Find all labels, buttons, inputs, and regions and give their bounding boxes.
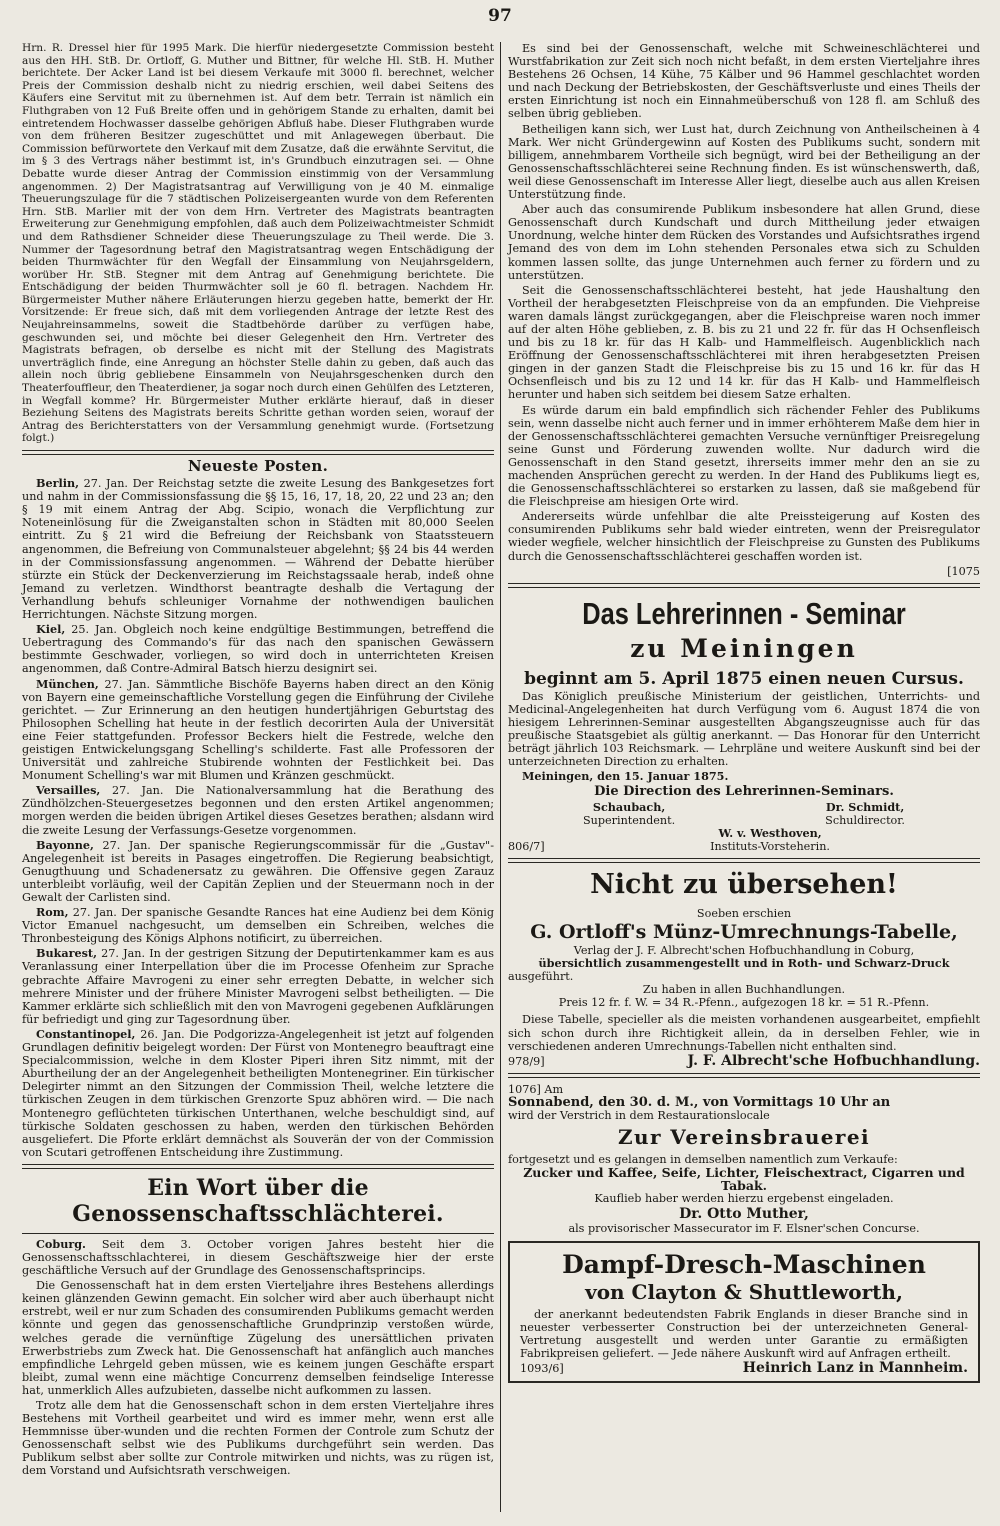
section-rule	[508, 858, 980, 863]
seminar-signatures	[508, 801, 980, 827]
machine-body: der anerkannt bedeutendsten Fabrik Englands in dieser Branche sind in neuester verbesserter Construction bei der unterzeichneten General-Vertretung ausgestellt und werden unter Garantie zu ermäßigten Fabrikpreisen geliefert. — Jede nähere Auskunft wird auf Anfragen ertheilt.	[520, 1307, 968, 1360]
news-place: Berlin,	[36, 476, 79, 491]
news-section-title: Neueste Posten.	[187, 457, 329, 475]
right-column	[508, 42, 980, 1383]
ad-reference: 806/7]	[508, 839, 545, 853]
auction-line-4: fortgesetzt und es gelangen in demselben namentlich zum Verkaufe:	[508, 1153, 898, 1167]
ad-reference: 978/9]	[508, 1054, 545, 1068]
signature-name: W. v. Westhoven,	[718, 825, 822, 840]
notice-body: Diese Tabelle, specieller als die meisten vorhandenen ausgearbeitet, empfiehlt sich schon durch ihre Richtigkeit allein, da in derselben Fehler, wie in verschiedenen anderen Umrechnungs-Tabellen nicht enthalten sind.	[508, 1013, 980, 1053]
news-list	[22, 477, 494, 1159]
notice-availability: Zu haben in allen Buchhandlungen.	[642, 983, 846, 997]
ad-reference: 1093/6]	[520, 1362, 564, 1376]
signature-block	[825, 801, 905, 827]
article-paragraph: Es würde darum ein bald empfindlich sich rächender Fehler des Publikums sein, wenn dasselbe nicht auch ferner und in immer erhöhterem Maße dem hier in der Genossenschaftsschlächterei gemachten Versuche vernünftiger Preisregelung seine Gunst und Förderung zuwenden wollte. Nur dadurch wird die Genossenschaft in den Stand gesetzt, ihrerseits immer mehr den an sie zu machenden Ansprüchen gerecht zu werden. In der Hand des Publikums liegt es, die Genossenschaftsschlächterei so erstarken zu lassen, daß sie maßgebend für die Fleischpreise am hiesigen Orte wird.	[508, 403, 980, 509]
article-title: Ein Wort über die Genossenschaftsschlächterei.	[72, 1174, 444, 1227]
signature-name: Schaubach,	[592, 799, 666, 814]
article-body	[22, 1238, 494, 1478]
machine-maker: von Clayton & Shuttleworth,	[585, 1279, 903, 1304]
news-text: 27. Jan. Die Nationalversammlung hat die Berathung des Zündhölzchen-Steuergesetzes begonnen und den ersten Artikel angenommen; morgen werden die beiden übrigen Artikel dieses Gesetzes berathen; alsdann wird die zweite Lesung der Verfassungs-Gesetze vorgenommen.	[22, 784, 494, 837]
news-place: Rom,	[36, 905, 69, 920]
article-text: Die Genossenschaft hat in dem ersten Vierteljahre ihres Bestehens allerdings keinen glänzenden Gewinn gemacht. Ein solcher wird aber auch überhaupt nicht erstrebt, weil er nur zum Schaden des consumirenden Publikums gemacht werden könnte und gegen das genossenschaftliche Grundprinzip verstoßen würde, welches gerade die vernünftige Zügelung des unersättlichen privaten Erwerbstriebs zum Zweck hat. Die Genossenschaft hat anfänglich auch manches empfindliche Lehrgeld geben müssen, wie es keinem jungen Geschäfte erspart bleibt, zumal wenn eine mächtige Concurrenz demselben feindselige Interesse hat, unmerklich Alles aufzubieten, dasselbe nicht aufkommen zu lassen.	[22, 1279, 494, 1397]
news-text: 27. Jan. In der gestrigen Sitzung der Deputirtenkammer kam es aus Veranlassung einer Interpellation über die im Processe Ofenheim zur Sprache gebrachte Affaire Mavrogeni zu einer sehr erregten Debatte, in welcher sich mehrere Minister und der frühere Minister Mavrogeni selbst betheiligten. — Die Kammer erklärte sich schließlich mit den von Mavrogeni gegebenen Aufklärungen für befriedigt und ging zur Tagesordnung über.	[22, 947, 494, 1026]
notice-headline: G. Ortloff's Münz-Umrechnungs-Tabelle,	[530, 920, 958, 943]
signature-role: Schuldirector.	[825, 813, 905, 827]
table-advertisement	[508, 869, 980, 1068]
column-divider	[500, 42, 501, 1512]
article-paragraph: Seit die Genossenschaftsschlächterei besteht, hat jede Haushaltung den Vortheil der herabgesetzten Fleischpreise von da an empfunden. Die Viehpreise waren damals längst zurückgegangen, aber die Fleischpreise waren noch immer auf der alten Höhe geblieben, z. B. bis zu 21 und 22 fr. für das H Ochsenfleisch und bis zu 18 kr. für das H Kalb- und Hammelfleisch. Augenblicklich nach Eröffnung der Genossenschaftsschlächterei mit ihren herabgesetzten Preisen gingen in der ganzen Stadt die Fleischpreise bis zu 15 und 16 kr. für das H Ochsenfleisch und bis zu 12 und 14 kr. für das H Kalb- und Hammelfleisch herunter und haben sich seitdem bei diesem Satze erhalten.	[508, 283, 980, 402]
news-item	[22, 678, 494, 783]
notice-price: Preis 12 fr. f. W. = 34 R.-Pfenn., aufgezogen 18 kr. = 51 R.-Pfenn.	[558, 996, 930, 1010]
section-rule	[508, 583, 980, 588]
notice-signature: J. F. Albrecht'sche Hofbuchhandlung.	[687, 1052, 980, 1069]
news-item	[22, 906, 494, 945]
notice-description-end: ausgeführt.	[508, 970, 574, 984]
auction-signature-role: als provisorischer Massecurator im F. Elsner'schen Concurse.	[568, 1221, 920, 1235]
left-column	[22, 42, 494, 1480]
seminar-advertisement	[508, 596, 980, 853]
seminar-headline: beginnt am 5. April 1875 einen neuen Cursus.	[524, 668, 964, 689]
ad-reference: 1076]	[508, 1082, 541, 1096]
news-text: 27. Jan. Der spanische Regierungscommissär für die „Gustav"-Angelegenheit ist bereits in Pasages eingetroffen. Die Regierung beabsichtigt, Genugthuung und Schadenersatz zu gewähren. Die Offensive gegen Zarauz unterbleibt vorläufig, weil der Capitän Zeplien und der Steuermann noch in der Gewalt der Carlisten sind.	[22, 838, 494, 904]
seminar-title: Das Lehrerinnen - Seminar	[582, 595, 906, 631]
news-item	[22, 477, 494, 621]
notice-publisher: Verlag der J. F. Albrecht'schen Hofbuchhandlung in Coburg,	[573, 943, 915, 957]
news-text: 27. Jan. Der Reichstag setzte die zweite Lesung des Bankgesetzes fort und nahm in der Commissionsfassung die §§ 15, 16, 17, 18, 20, 22 und 23 an; den § 19 mit einem Antrag der Abg. Scipio, wonach die Verpflichtung zur Noteneinlösung für die Zweiganstalten schon in Städten mit 80,000 Seelen eintritt. Zu § 21 wird die Befreiung der Reichsbank von Staatssteuern angenommen, die Befreiung von Communalsteuer abgelehnt; §§ 24 bis 44 werden in der Commissionsfassung angenommen. — Während der Debatte hierüber stürzte ein Stück der Deckenverzierung im Reichstagssaale herab, indeß ohne Jemand zu verletzen. Windthorst beantragte deshalb die Vertagung der Verhandlung behufs schleuniger Vornahme der nothwendigen baulichen Herrichtungen. Nächste Sitzung morgen.	[22, 477, 494, 622]
news-text: 27. Jan. Der spanische Gesandte Rances hat eine Audienz bei dem König Victor Emanuel nachgesucht, um demselben ein Schreiben, welches die Thronbesteigung des Königs Alphons notificirt, zu überreichen.	[22, 906, 495, 946]
news-item	[22, 839, 494, 904]
seminar-footer	[508, 827, 980, 853]
article-paragraph: Andererseits würde unfehlbar die alte Preissteigerung auf Kosten des consumirenden Publikums sehr bald wieder eintreten, wenn der Preisregulator wieder wegfiele, welcher hinsichtlich der Fleischpreise zu Gunsten des Publikums durch die Genossenschaftsschlächterei geschaffen worden ist.	[508, 510, 980, 563]
machine-footer	[520, 1362, 968, 1375]
notice-title: Nicht zu übersehen!	[590, 868, 898, 900]
news-item	[22, 947, 494, 1026]
seminar-signed: Die Direction des Lehrerinnen-Seminars.	[594, 784, 894, 800]
news-item	[22, 1028, 494, 1159]
auction-advertisement	[508, 1083, 980, 1235]
news-place: Kiel,	[36, 622, 66, 637]
news-place: Bukarest,	[36, 946, 97, 961]
section-rule	[22, 1164, 494, 1169]
news-place: Versailles,	[36, 783, 101, 798]
auction-date: Sonnabend, den 30. d. M., von Vormittags 10 Uhr an	[508, 1094, 891, 1110]
auction-title: Zur Vereinsbrauerei	[618, 1125, 870, 1150]
auction-invitation: Kauflieb haber werden hierzu ergebenst eingeladen.	[594, 1192, 894, 1206]
news-item	[22, 623, 494, 675]
section-rule	[22, 1233, 494, 1234]
article-text: Seit dem 3. October vorigen Jahres besteht hier die Genossenschaftsschlachterei, in diesem Geschäftszweige hier der erste geschäftliche Versuch auf der Grundlage des Genossenschaftsprincips.	[22, 1237, 494, 1278]
signature-block	[583, 801, 675, 827]
seminar-dateline: Meiningen, den 15. Januar 1875.	[522, 769, 729, 784]
signature-block	[710, 827, 830, 853]
seminar-place: zu Meiningen	[630, 633, 858, 663]
news-text: 27. Jan. Sämmtliche Bischöfe Bayerns haben direct an den König von Bayern eine gemeinschaftliche Vorstellung gegen die Einführung der Civilehe gerichtet. — Zur Erinnerung an den heutigen hundertjährigen Geburtstag des Philosophen Schelling hat heute in der festlich decorirten Aula der Universität eine Feier stattgefunden. Professor Beckers hielt die Festrede, welche den geistigen Entwickelungsgang Schelling's schilderte. Fast alle Professoren der Universität und zahlreiche Stubirende wohnten der Festlichkeit bei. Das Monument Schelling's war mit Blumen und Kränzen geschmückt.	[22, 677, 495, 783]
auction-location-line: wird der Verstrich in dem Restaurationslocale	[508, 1109, 770, 1122]
section-rule	[22, 450, 494, 455]
article-text: Trotz alle dem hat die Genossenschaft schon in dem ersten Vierteljahre ihres Bestehens mit Vortheil gearbeitet und wird es immer mehr, wenn erst alle Hemmnisse über-wunden und die rechten Formen der Controle zum Schutz der Genossenschaft selbst wie des Publikums durchgeführt sein werden. Das Publikum selbst aber sollte zur Controle mitwirken und nichts, was zu rügen ist, dem Vorstand und Aufsichtsrath verschweigen.	[22, 1399, 494, 1478]
article-paragraph: Es sind bei der Genossenschaft, welche mit Schweineschlächterei und Wurstfabrikation zur Zeit sich noch nicht befaßt, in dem ersten Vierteljahre ihres Bestehens 26 Ochsen, 14 Kühe, 75 Kälber und 96 Hammel geschlachtet worden und nach Deckung der Betriebskosten, der Geschäftsverluste und eines Theils der ersten Einrichtung ist noch ein Einnahmeüberschuß von 128 fl. am Schluß des selben übrig geblieben.	[508, 42, 980, 121]
article-lead: Coburg.	[36, 1236, 86, 1251]
auction-intro: Am	[544, 1082, 564, 1096]
machine-advertisement	[508, 1241, 980, 1383]
news-place: Constantinopel,	[36, 1026, 136, 1041]
article-paragraph	[22, 1238, 494, 1277]
auction-line-1	[508, 1083, 980, 1096]
article-reference: [1075	[947, 564, 980, 578]
council-report-paragraph: Hrn. R. Dressel hier für 1995 Mark. Die hierfür niedergesetzte Commission besteht aus den HH. StB. Dr. Ortloff, G. Muther und Bittner, für welche Hl. StB. H. Muther berichtete. Der Acker Land ist bei diesem Verkaufe mit 3000 fl. berechnet, welcher Preis der Commission deshalb nicht zu niedrig erschien, weil dabei Seitens des Käufers eine Servitut mit zu übernehmen ist. Auf dem betr. Terrain ist nämlich ein Fluthgraben von 12 Fuß Breite offen und in gehörigem Stande zu erhalten, damit bei eintretendem Hochwasser dasselbe gehörigen Abfluß habe. Dieser Fluthgraben wurde von dem früheren Besitzer zugeschüttet und mit Anlagewegen überbaut. Die Commission befürwortete den Verkauf mit dem Zusatze, daß die erwähnte Servitut, die im § 3 des Vertrags näher bestimmt ist, in's Grundbuch einzutragen sei. — Ohne Debatte wurde dieser Antrag der Commission einstimmig von der Versammlung angenommen. 2) Der Magistratsantrag auf Verwilligung von je 40 M. einmalige Theuerungszulage für die 7 städtischen Polizeisergeanten wurde von dem Referenten Hrn. StB. Marlier mit der von dem Hrn. Vertreter des Magistrats beantragten Erweiterung zur Genehmigung empfohlen, daß auch dem Polizeiwachtmeister Schmidt und dem Rathsdiener Schneider diese Theuerungszulage zu Theil werde. Die 3. Nummer der Tagesordnung betraf den Magistratsantrag wegen Entschädigung der beiden Thurmwächter für den Wegfall der Einsammlung von Neujahrsgeldern, worüber Hr. StB. Stegner mit dem Antrag auf Genehmigung berichtete. Die Entschädigung der beiden Thurmwächter soll je 60 fl. betragen. Nachdem Hr. Bürgermeister Muther nähere Erläuterungen hierzu gegeben hatte, bemerkt der Hr. Vorsitzende: Er freue sich, daß mit dem vorliegenden Antrage der letzte Rest des Neujahreinsammelns, soweit die Stadtbehörde darüber zu verfügen habe, geschwunden sei, und möchte bei dieser Gelegenheit den Hrn. Vertreter des Magistrats befragen, ob derselbe es nicht mit der Stellung des Magistrats unverträglich finde, eine Anregung an höchster Stelle dahin zu geben, daß auch das allein noch übrig gebliebene Einsammeln von Neujahrsgeschenken durch den Theaterfouffleur, den Theaterdiener, ja sogar noch durch einen Gehülfen des Letzteren, in Wegfall komme? Hr. Bürgermeister Muther erklärte hierauf, daß in dieser Beziehung Seitens des Magistrats bereits Schritte gethan worden seien, worauf der Antrag des Berichterstatters von der Versammlung genehmigt wurde. (Fortsetzung folgt.)	[22, 42, 494, 445]
notice-description: übersichtlich zusammengestellt und in Roth- und Schwarz-Druck	[538, 956, 950, 971]
notice-footer	[508, 1052, 980, 1069]
news-place: Bayonne,	[36, 837, 94, 852]
section-rule	[508, 1073, 980, 1078]
notice-pre: Soeben erschien	[696, 906, 792, 920]
signature-role: Instituts-Vorsteherin.	[710, 839, 830, 853]
news-item	[22, 784, 494, 836]
signature-role: Superintendent.	[583, 813, 676, 827]
news-text: 26. Jan. Die Podgorizza-Angelegenheit ist jetzt auf folgenden Grundlagen definitiv beigelegt worden: Der Fürst von Montenegro beauftragt eine Specialcommission, welche in dem Kloster Piperi ihren Sitz nimmt, mit der Aburtheilung der an der Angelegenheit betheiligten Montenegriner. Ein türkischer Delegirter nimmt an den Sitzungen der Commission Theil, welche letztere die türkischen Zeugen in dem türkischen Grenzorte Spuz abhören wird. — Die nach Montenegro geflüchteten türkischen Unterthanen, welche beschuldigt sind, auf türkische Soldaten geschossen zu haben, werden den türkischen Behörden ausgeliefert. Die Pforte erklärt demnächst als Souverän der von der Commission von Scutari getroffenen Entscheidung ihre Zustimmung.	[22, 1027, 494, 1159]
seminar-body: Das Königlich preußische Ministerium der geistlichen, Unterrichts- und Medicinal-Angelegenheiten hat durch Verfügung vom 6. August 1874 die von hiesigem Lehrerinnen-Seminar ausgestellten Abgangszeugnisse auch für das preußische Staatsgebiet als gültig anerkannt. — Das Honorar für den Unterricht beträgt jährlich 103 Reichsmark. — Lehrpläne und weitere Auskunft sind bei der unterzeichneten Direction zu erhalten.	[508, 689, 980, 769]
page-number: 97	[488, 6, 512, 26]
article-continuation	[508, 42, 980, 563]
news-place: München,	[36, 676, 99, 691]
signature-name: Dr. Schmidt,	[825, 799, 905, 814]
auction-signature: Dr. Otto Muther,	[679, 1206, 809, 1223]
article-paragraph	[22, 1399, 494, 1478]
article-paragraph: Aber auch das consumirende Publikum insbesondere hat allen Grund, diese Genossenschaft durch Kundschaft und durch Mittheilung jeder etwaigen Unordnung, welche hinter dem Rücken des Vorstandes und Aufsichtsrathes irgend Jemand des von dem im Lohn stehenden Personales etwa sich zu Schulden kommen lassen sollte, das junge Unternehmen auch ferner zu fördern und zu unterstützen.	[508, 203, 980, 282]
article-paragraph	[22, 1279, 494, 1397]
machine-title: Dampf-Dresch-Maschinen	[562, 1249, 926, 1279]
machine-signature: Heinrich Lanz in Mannheim.	[742, 1360, 968, 1377]
auction-goods: Zucker und Kaffee, Seife, Lichter, Fleischextract, Cigarren und Tabak.	[523, 1165, 965, 1194]
article-paragraph: Betheiligen kann sich, wer Lust hat, durch Zeichnung von Antheilscheinen à 4 Mark. Wer nicht Gründergewinn auf Kosten des Publikums sucht, sondern mit billigem, annehmbarem Vortheile sich begnügt, wird bei der Betheiligung an der Genossenschaftsschlächterei seine Rechnung finden. Es ist wünschenswerth, daß, weil diese Genossenschaft im Interesse Aller liegt, dieselbe auch aus allen Kreisen Unterstützung finde.	[508, 122, 980, 202]
news-text: 25. Jan. Obgleich noch keine endgültige Bestimmungen, betreffend die Uebertragung des Commando's für das nach den spanischen Gewässern bestimmte Geschwader, vorliegen, so wird doch in unterrichteten Kreisen angenommen, daß Contre-Admiral Batsch hierzu designirt sei.	[22, 623, 494, 676]
